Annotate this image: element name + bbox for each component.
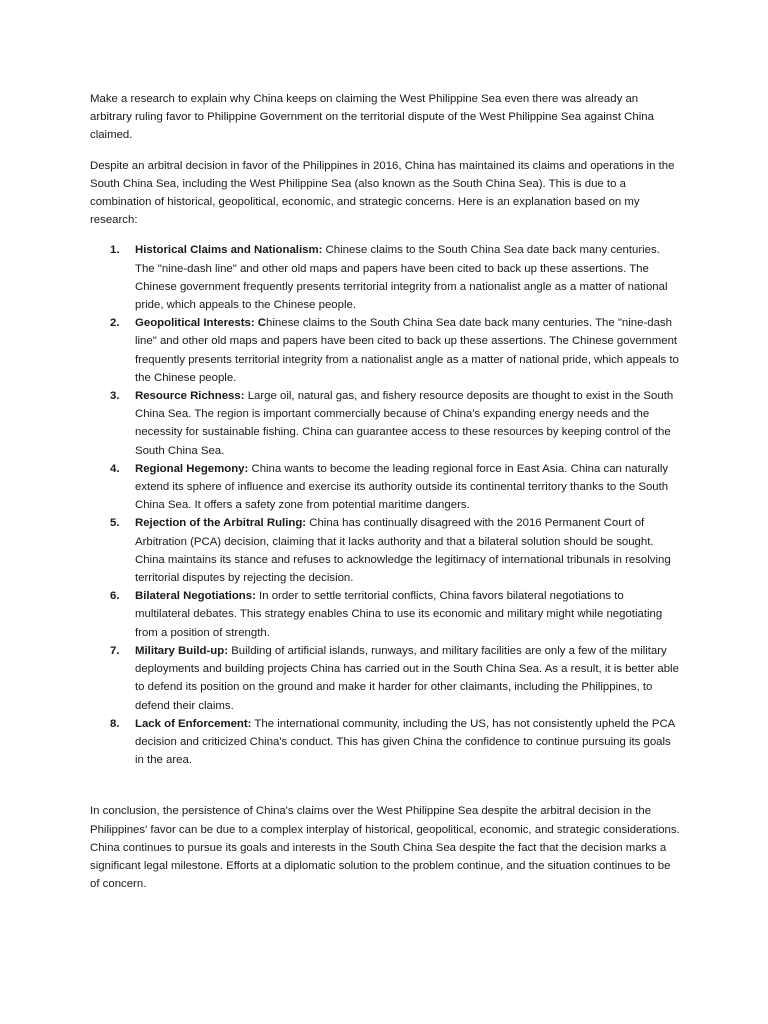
list-item-text: hinese claims to the South China Sea date back many centuries. The "nine-dash line" and other old maps and papers have been cited to back up these assertions. The Chinese government frequently presents territorial integrity from a nationalist angle as a matter of national pride, which appeals to the Chinese people. (135, 317, 679, 384)
list-item-term: Lack of Enforcement: (135, 717, 252, 730)
list-item (90, 514, 680, 587)
list-item (90, 460, 680, 515)
list-item-number: 1. (110, 244, 120, 257)
prompt-paragraph: Make a research to explain why China keeps on claiming the West Philippine Sea even there was already an arbitrary ruling favor to Philippine Government on the territorial dispute of the West Philippine Sea against China claimed. (90, 93, 654, 142)
list-item-number: 6. (110, 590, 120, 603)
list-item-number: 8. (110, 717, 120, 730)
list-item-number: 2. (110, 317, 120, 330)
document-body (90, 90, 680, 893)
list-item-term: Historical Claims and Nationalism: (135, 244, 323, 257)
list-item-term: Resource Richness: (135, 390, 245, 403)
list-item (90, 241, 680, 314)
list-item (90, 387, 680, 460)
list-item (90, 314, 680, 387)
reasons-list (90, 241, 680, 769)
list-item-term: Military Build-up: (135, 644, 229, 657)
list-item-text: In order to settle territorial conflicts, China favors bilateral negotiations to multilateral debates. This strategy enables China to use its economic and military might while negotiating from a position of strength. (135, 590, 663, 639)
list-item-term: Rejection of the Arbitral Ruling: (135, 517, 307, 530)
list-item-text: The international community, including the US, has not consistently upheld the PCA decision and criticized China's conduct. This has given China the confidence to continue pursuing its goals in the area. (135, 717, 675, 767)
list-item-text: Building of artificial islands, runways, and military facilities are only a few of the military deployments and building projects China has carried out in the South China Sea. As a result, it is better able to defend its position on the ground and make it harder for other claimants, including the Philippines, to defend their claims. (135, 644, 679, 712)
list-item-number: 4. (110, 462, 120, 475)
list-item-term: Geopolitical Interests: C (135, 317, 267, 330)
list-item-text: China has continually disagreed with the 2016 Permanent Court of Arbitration (PCA) decision, claiming that it lacks authority and that a bilateral solution should be sought. China maintains its stance and refuses to acknowledge the legitimacy of international tribunals in resolving territorial disputes by rejecting the decision. (135, 517, 671, 585)
list-item-text: Large oil, natural gas, and fishery resource deposits are thought to exist in the South China Sea. The region is important commercially because of China's expanding energy needs and the necessity for sustainable fishing. China can guarantee access to these resources by keeping control of the South China Sea. (135, 390, 674, 457)
list-item-number: 7. (110, 644, 120, 657)
list-item-term: Bilateral Negotiations: (135, 590, 256, 603)
list-item-number: 3. (110, 390, 120, 403)
intro-paragraph: Despite an arbitral decision in favor of the Philippines in 2016, China has maintained its claims and operations in the South China Sea, including the West Philippine Sea (also known as the South China Sea). This is due to a combination of historical, geopolitical, economic, and strategic concerns. Here is an explanation based on my research: (90, 159, 675, 227)
list-item (90, 587, 680, 642)
list-item (90, 642, 680, 715)
list-item-text: China wants to become the leading regional force in East Asia. China can naturally extend its sphere of influence and exercise its authority outside its continental territory thanks to the South China Sea. It offers a safety zone from potential maritime dangers. (135, 462, 669, 512)
list-item-term: Regional Hegemony: (135, 462, 249, 475)
list-item (90, 715, 680, 770)
list-item-number: 5. (110, 517, 120, 530)
list-item-text: Chinese claims to the South China Sea date back many centuries. The "nine-dash line" and other old maps and papers have been cited to back up these assertions. The Chinese government frequently presents territorial integrity from a nationalist angle as a matter of national pride, which appeals to the Chinese people. (135, 244, 668, 312)
conclusion-paragraph: In conclusion, the persistence of China's claims over the West Philippine Sea despite the arbitral decision in the Philippines' favor can be due to a complex interplay of historical, geopolitical, economic, and strategic considerations. China continues to pursue its goals and interests in the South China Sea despite the fact that the decision marks a significant legal milestone. Efforts at a diplomatic solution to the problem continue, and the situation continues to be of concern. (90, 805, 680, 891)
